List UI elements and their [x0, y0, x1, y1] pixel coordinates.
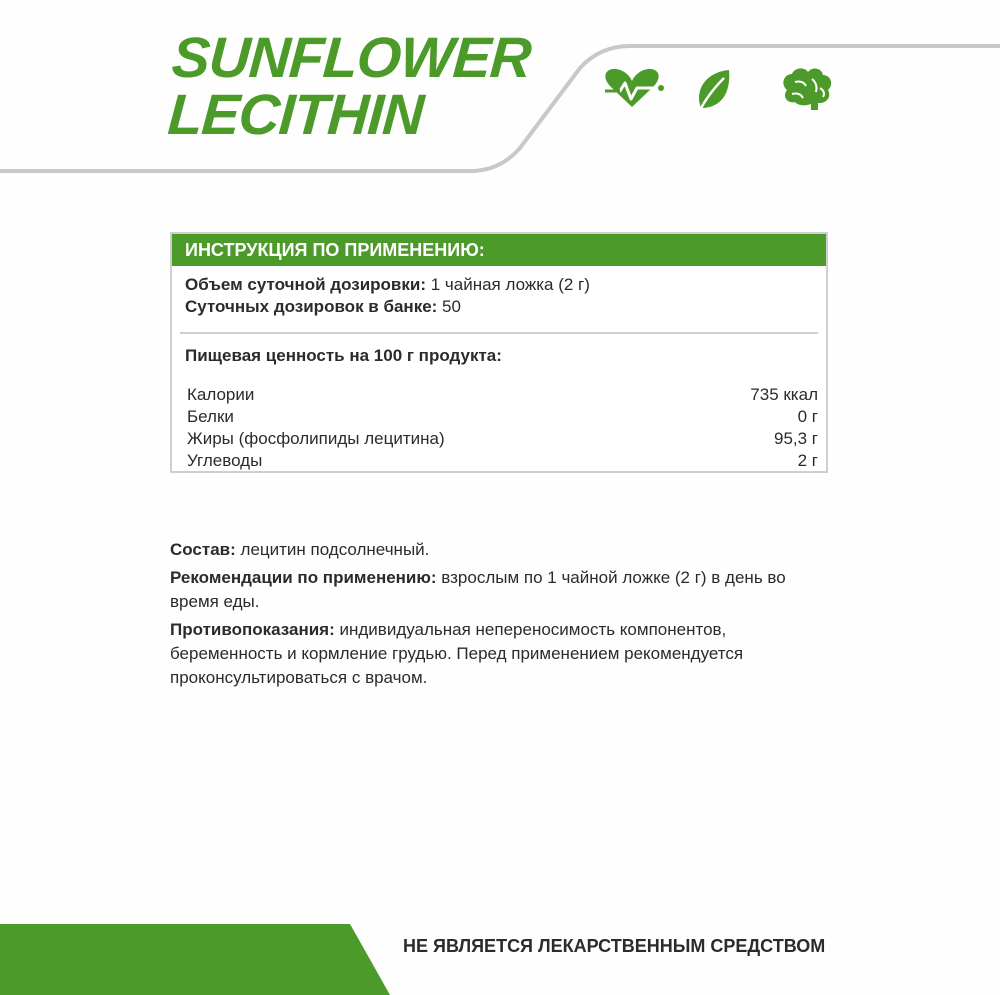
nutrition-value: 2 г: [797, 451, 818, 470]
footer-disclaimer: НЕ ЯВЛЯЕТСЯ ЛЕКАРСТВЕННЫМ СРЕДСТВОМ: [403, 936, 826, 956]
nutrition-name: Углеводы: [187, 451, 263, 470]
footer-green-band: [0, 924, 400, 995]
recommendations-label: Рекомендации по применению:: [170, 568, 437, 587]
leaf-icon: [699, 70, 729, 112]
nutrition-title: Пищевая ценность на 100 г продукта:: [185, 346, 502, 365]
nutrition-table: [172, 366, 826, 472]
servings-row: [185, 296, 813, 318]
product-title-line2: LECITHIN: [165, 83, 426, 147]
nutrition-name: Жиры (фосфолипиды лецитина): [187, 429, 445, 448]
composition-text: лецитин подсолнечный.: [235, 540, 430, 559]
heart-pulse-icon: [605, 69, 664, 107]
product-title-line1: SUNFLOWER: [169, 26, 533, 90]
servings-value: 50: [437, 297, 461, 316]
dosage-info: [172, 266, 826, 318]
nutrition-value: 95,3 г: [773, 429, 818, 448]
instructions-panel: [170, 232, 828, 473]
nutrition-name: Белки: [187, 407, 234, 426]
instructions-header: ИНСТРУКЦИЯ ПО ПРИМЕНЕНИЮ:: [172, 234, 826, 266]
recommendations-paragraph: [170, 566, 820, 614]
nutrition-name: Калории: [187, 385, 255, 404]
recommendations-text: взрослым по 1 чайной ложке (2 г) в день во время еды.: [170, 568, 786, 611]
brain-icon: [783, 68, 831, 110]
servings-label: Суточных дозировок в банке:: [185, 297, 438, 316]
nutrition-row: [187, 450, 818, 472]
contraindications-paragraph: [170, 618, 820, 690]
benefit-icons: [0, 0, 1000, 130]
nutrition-value: 735 ккал: [750, 385, 818, 404]
composition-label: Состав:: [170, 540, 236, 559]
nutrition-row: [187, 406, 818, 428]
nutrition-row: [187, 384, 818, 406]
nutrition-value: 0 г: [797, 407, 818, 426]
product-details: [170, 538, 820, 694]
contraindications-text: индивидуальная непереносимость компонентов, беременность и кормление грудью. Перед применением рекомендуется проконсультироваться с врачом.: [170, 620, 744, 687]
nutrition-row: [187, 428, 818, 450]
contraindications-label: Противопоказания:: [170, 620, 335, 639]
daily-dose-row: [185, 274, 813, 296]
daily-dose-value: 1 чайная ложка (2 г): [426, 275, 590, 294]
composition-paragraph: [170, 538, 820, 562]
daily-dose-label: Объем суточной дозировки:: [185, 275, 426, 294]
